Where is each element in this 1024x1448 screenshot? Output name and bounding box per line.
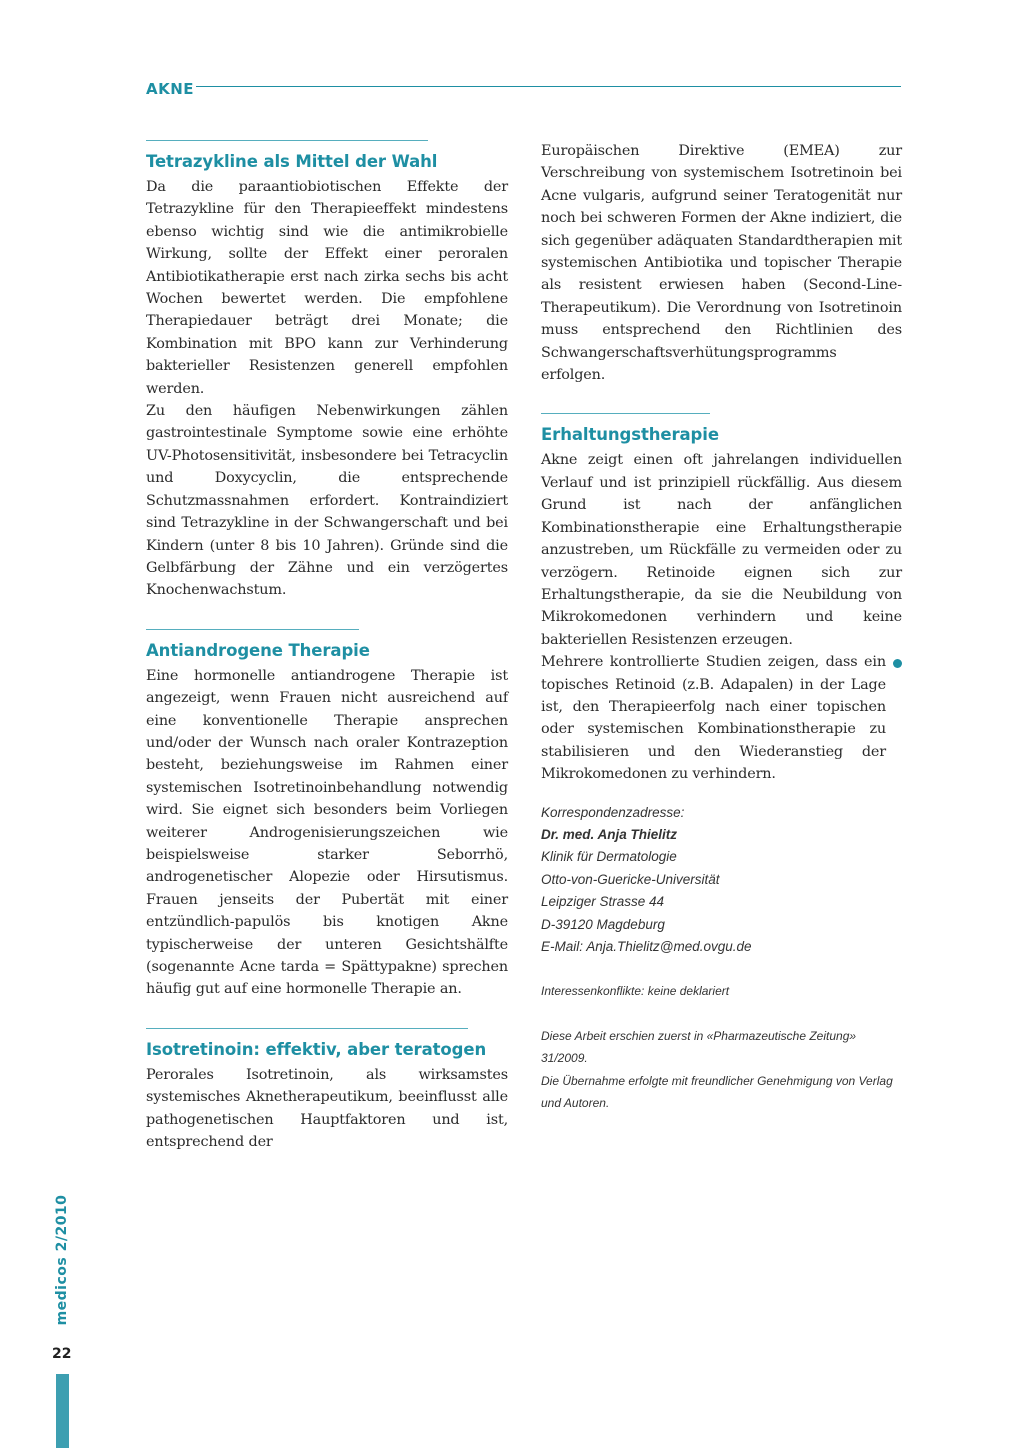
- address-line: D-39120 Magdeburg: [541, 916, 665, 932]
- address-line: Klinik für Dermatologie: [541, 849, 677, 865]
- heading-erhaltungstherapie: Erhaltungstherapie: [541, 425, 719, 445]
- address-block: [541, 802, 902, 959]
- paragraph: Zu den häufigen Nebenwirkungen zählen gastrointestinale Symptome sowie eine erhöhte UV-Photosensitivität, insbesondere bei Tetracyclin und Doxycyclin, die entsprechende Schutzmassnahmen erfordert. Kontraindiziert sind Tetrazykline in der Schwangerschaft und bei Kindern (unter 8 bis 10 Jahren). Gründe sind die Gelbfärbung der Zähne und ein verzögertes Knochenwachstum.: [146, 403, 508, 599]
- header-rule: [196, 86, 901, 87]
- section-tag: AKNE: [146, 80, 195, 98]
- paragraph-end: [541, 651, 902, 785]
- paragraph: Mehrere kontrollierte Studien zeigen, dass ein topisches Retinoid (z.B. Adapalen) in der Lage ist, den Therapieerfolg nach einer topischen oder systemischen Kombinationstherapie zu stabilisieren und den Wiederanstieg der Mikrokomedonen zu verhindern.: [541, 654, 886, 783]
- paragraph: Perorales Isotretinoin, als wirksamstes systemisches Aknetherapeutikum, beeinflusst alle pathogenetischen Hauptfaktoren und ist, entsprechend der: [146, 1066, 508, 1151]
- address-label: Korrespondenzadresse:: [541, 804, 685, 820]
- source-note-line: Die Übernahme erfolgte mit freundlicher Genehmigung von Verlag und Autoren.: [541, 1073, 893, 1111]
- journal-name: [54, 1195, 70, 1325]
- left-column: [146, 140, 508, 1153]
- paragraph: Akne zeigt einen oft jahrelangen individuellen Verlauf und ist prinzipiell rückfällig. Aus diesem Grund ist nach der anfänglichen Kombinationstherapie eine Erhaltungstherapie anzustreben, um Rückfälle zu vermeiden oder zu verzögern. Retinoide eignen sich zur Erhaltungstherapie, da sie die Neubildung von Mikrokomedonen verhindern und keine bakteriellen Resistenzen erzeugen.: [541, 452, 902, 648]
- paragraph: Europäischen Direktive (EMEA) zur Verschreibung von systemischem Isotretinoin bei Acne vulgaris, aufgrund seiner Teratogenität nur noch bei schweren Formen der Akne indiziert, die sich gegenüber adäquaten Standardtherapien mit systemischen Antibiotika und topischer Therapie als resistent erwiesen haben (Second-Line-Therapeutikum). Die Verordnung von Isotretinoin muss entsprechend den Richtlinien des Schwangerschaftsverhütungsprogramms erfolgen.: [541, 143, 902, 384]
- paragraph: Eine hormonelle antiandrogene Therapie ist angezeigt, wenn Frauen nicht ausreichend auf eine konventionelle Therapie ansprechen und/oder der Wunsch nach oraler Kontrazeption besteht, beziehungsweise im Rahmen einer systemischen Isotretinoinbehandlung notwendig wird. Sie eignet sich besonders beim Vorliegen weiterer Androgenisierungszeichen wie beispielsweise starker Seborrhö, androgenetischer Alopezie oder Hirsutismus. Frauen jenseits der Pubertät mit einer entzündlich-papulös bis knotigen Akne typischerweise der unteren Gesichtshälfte (sogenannte Acne tarda = Spättypakne) sprechen häufig gut auf eine hormonelle Therapie an.: [146, 667, 508, 998]
- address-name: Dr. med. Anja Thielitz: [541, 826, 678, 842]
- section-rule: [146, 140, 428, 141]
- conflicts-note: Interessenkonflikte: keine deklariert: [541, 984, 730, 999]
- side-bar: [56, 1374, 69, 1448]
- journal-label: medicos 2/2010: [54, 1194, 70, 1326]
- address-email: E-Mail: Anja.Thielitz@med.ovgu.de: [541, 939, 752, 954]
- address-line: Leipziger Strasse 44: [541, 894, 665, 910]
- section-rule: [146, 629, 359, 630]
- address-line: Otto-von-Guericke-Universität: [541, 871, 720, 887]
- section-rule: [541, 413, 710, 414]
- heading-antiandrogene: Antiandrogene Therapie: [146, 640, 370, 660]
- source-note: [541, 1025, 902, 1115]
- paragraph: Da die paraantiobiotischen Effekte der Tetrazykline für den Therapieeffekt mindestens ebenso wichtig sind wie die antimikrobielle Wirkung, sollte der Effekt einer peroralen Antibiotikatherapie erst nach zirka sechs bis acht Wochen bewertet werden. Die empfohlene Therapiedauer beträgt drei Monate; die Kombination mit BPO kann zur Verhinderung bakterieller Resistenzen generell empfohlen werden.: [146, 179, 508, 397]
- heading-isotretinoin: Isotretinoin: effektiv, aber teratogen: [146, 1039, 487, 1059]
- section-rule: [146, 1028, 468, 1029]
- heading-tetrazykline: Tetrazykline als Mittel der Wahl: [146, 152, 438, 171]
- page-number: 22: [52, 1346, 72, 1362]
- source-note-line: Diese Arbeit erschien zuerst in «Pharmazeutische Zeitung» 31/2009.: [541, 1028, 857, 1066]
- right-column: [541, 140, 902, 1114]
